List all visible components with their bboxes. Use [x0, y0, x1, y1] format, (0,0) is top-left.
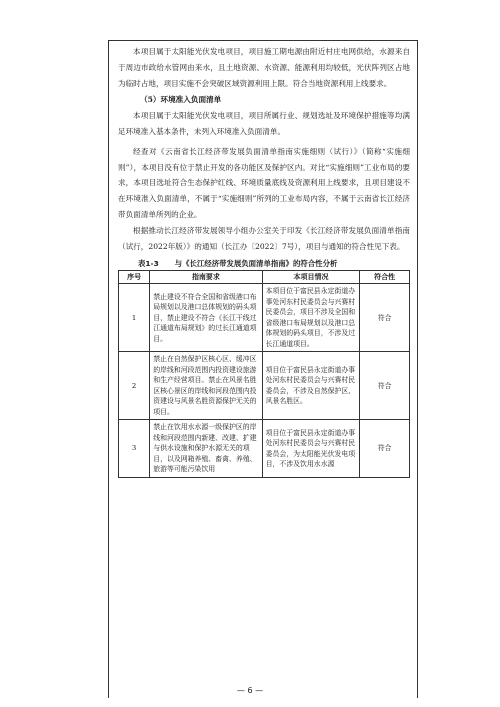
- row-requirement: 禁止建设不符合全国和省级港口布局规划以及港口总体规划的码头项目，禁止建设不符合《长江干线过江通道布局规划》的过长江通道项目。: [150, 284, 262, 352]
- row-situation: 本项目位于富民县永定街道办事处河东村民委员会与兴赛村民委员会，项目不涉及全国和省级港口布局规划以及港口总体规划的码头项目，不涉及过长江通道项目。: [262, 284, 360, 352]
- header-serial: 序号: [119, 271, 150, 284]
- row-requirement: 禁止在自然保护区核心区、缓冲区的岸线和河段范围内投资建设旅游和生产经营项目。禁止在风景名胜区核心景区的岸线和河段范围内投资建设与风景名胜资源保护无关的项目。: [150, 352, 262, 420]
- row-compliance: 符合: [360, 284, 410, 352]
- table-row: [119, 352, 410, 420]
- table-caption-number: 表1-3: [138, 259, 159, 269]
- document-body: [118, 44, 410, 478]
- row-serial: 3: [119, 420, 150, 478]
- header-situation: 本项目情况: [262, 271, 360, 284]
- paragraph-resource-use: 本项目属于太阳能光伏发电项目，项目施工期电源由附近村庄电网供给，水源来自于周边市政给水管网由来水，且土地资源、水资源、能源利用均较低，光伏阵列区占地为临时占地，项目实施不会突破区域资源利用上限。符合当地资源利用上线要求。: [118, 47, 410, 88]
- page-number: — 6 —: [236, 686, 264, 695]
- row-situation: 项目位于富民县永定街道办事处河东村民委员会与兴赛村民委员会，为太阳能光伏发电项目，不涉及饮用水水源: [262, 420, 360, 478]
- table-caption: [118, 258, 410, 269]
- section-heading-negative-list: （5）环境准入负面清单: [140, 95, 222, 105]
- paragraph-implementation-rules: 经查对《云南省长江经济带发展负面清单指南实施细则（试行）》（简称“实施细则”），本项目没有位于禁止开发的各功能区及保护区内。对比“实施细则”工业布局的要求，本项目选址符合生态保护红线、环境质量底线及资源利用上线要求，且项目建设不在环境准入负面清单，不属于“实施细则”所列的工业布局内容，不属于云南省长江经济带负面清单所列的企业。: [118, 146, 410, 219]
- table-caption-title: 与《长江经济带发展负面清单指南》的符合性分析: [174, 259, 338, 269]
- row-compliance: 符合: [360, 420, 410, 478]
- compliance-table: [118, 270, 410, 478]
- table-row: [119, 284, 410, 352]
- row-compliance: 符合: [360, 352, 410, 420]
- row-serial: 2: [119, 352, 150, 420]
- row-serial: 1: [119, 284, 150, 352]
- header-requirement: 指南要求: [150, 271, 262, 284]
- row-requirement: 禁止在饮用水水源一级保护区的岸线和河段范围内新建、改建、扩建与供水设施和保护水源无关的项目，以及网箱养殖、畜禽、养殖、旅游等可能污染饮用: [150, 420, 262, 478]
- table-header-row: [119, 271, 410, 284]
- paragraph-notice-reference: 根据推动长江经济带发展领导小组办公室关于印发《长江经济带发展负面清单指南（试行，2022年版）》的通知（长江办〔2022〕7号），项目与通知的符合性见下表。: [118, 225, 410, 251]
- paragraph-negative-list: 本项目属于太阳能光伏发电项目，项目所属行业、规划选址及环境保护措施等均满足环境准入基本条件，未列入环境准入负面清单。: [118, 111, 410, 136]
- header-compliance: 符合性: [360, 271, 410, 284]
- table-row: [119, 420, 410, 478]
- row-situation: 项目位于富民县永定街道办事处河东村民委员会与兴赛村民委员会，不涉及自然保护区、风景名胜区。: [262, 352, 360, 420]
